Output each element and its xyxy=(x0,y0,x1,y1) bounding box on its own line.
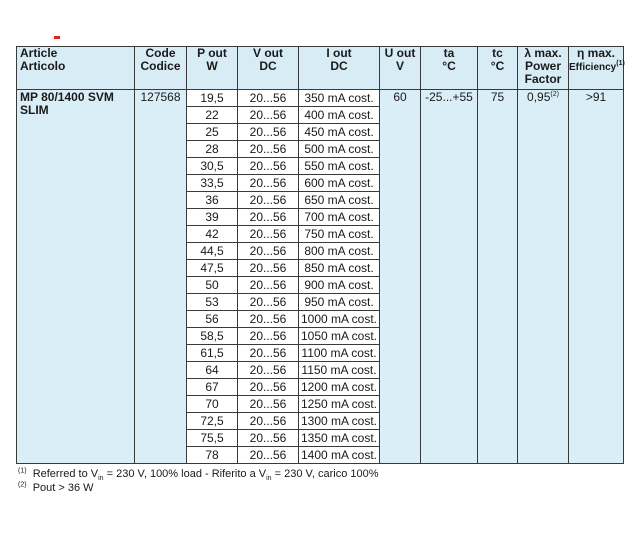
specs-table xyxy=(16,46,624,464)
v-out-cell: 20...56 xyxy=(238,175,299,192)
v-out-cell: 20...56 xyxy=(238,311,299,328)
i-out-cell: 700 mA cost. xyxy=(299,209,380,226)
i-out-cell: 650 mA cost. xyxy=(299,192,380,209)
i-out-cell: 950 mA cost. xyxy=(299,294,380,311)
red-accent-mark xyxy=(54,36,60,39)
header-article: Article Articolo xyxy=(17,47,135,90)
i-out-cell: 1050 mA cost. xyxy=(299,328,380,345)
header-ta: ta °C xyxy=(421,47,478,90)
header-power-factor: λ max. Power Factor xyxy=(518,47,569,90)
v-out-cell: 20...56 xyxy=(238,158,299,175)
i-out-cell: 1300 mA cost. xyxy=(299,413,380,430)
p-out-cell: 19,5 xyxy=(187,90,238,107)
i-out-cell: 550 mA cost. xyxy=(299,158,380,175)
i-out-cell: 350 mA cost. xyxy=(299,90,380,107)
header-row xyxy=(17,47,624,90)
efficiency-value: >91 xyxy=(569,90,624,464)
v-out-cell: 20...56 xyxy=(238,107,299,124)
p-out-cell: 70 xyxy=(187,396,238,413)
i-out-cell: 1250 mA cost. xyxy=(299,396,380,413)
p-out-cell: 58,5 xyxy=(187,328,238,345)
p-out-cell: 36 xyxy=(187,192,238,209)
header-tc: tc °C xyxy=(478,47,518,90)
i-out-cell: 1150 mA cost. xyxy=(299,362,380,379)
p-out-cell: 22 xyxy=(187,107,238,124)
v-out-cell: 20...56 xyxy=(238,192,299,209)
ta-value: -25...+55 xyxy=(421,90,478,464)
v-out-cell: 20...56 xyxy=(238,243,299,260)
v-out-cell: 20...56 xyxy=(238,141,299,158)
p-out-cell: 50 xyxy=(187,277,238,294)
v-out-cell: 20...56 xyxy=(238,294,299,311)
p-out-cell: 67 xyxy=(187,379,238,396)
table-body xyxy=(17,90,624,464)
i-out-cell: 1000 mA cost. xyxy=(299,311,380,328)
i-out-cell: 400 mA cost. xyxy=(299,107,380,124)
i-out-cell: 600 mA cost. xyxy=(299,175,380,192)
v-out-cell: 20...56 xyxy=(238,328,299,345)
p-out-cell: 53 xyxy=(187,294,238,311)
p-out-cell: 72,5 xyxy=(187,413,238,430)
v-out-cell: 20...56 xyxy=(238,345,299,362)
v-out-cell: 20...56 xyxy=(238,260,299,277)
v-out-cell: 20...56 xyxy=(238,277,299,294)
p-out-cell: 78 xyxy=(187,447,238,464)
i-out-cell: 850 mA cost. xyxy=(299,260,380,277)
p-out-cell: 42 xyxy=(187,226,238,243)
p-out-cell: 33,5 xyxy=(187,175,238,192)
v-out-cell: 20...56 xyxy=(238,226,299,243)
i-out-cell: 1100 mA cost. xyxy=(299,345,380,362)
header-efficiency: η max. Efficiency$^{(1)}$ xyxy=(569,47,624,90)
v-out-cell: 20...56 xyxy=(238,362,299,379)
article-code: 127568 xyxy=(135,90,187,464)
p-out-cell: 28 xyxy=(187,141,238,158)
p-out-cell: 56 xyxy=(187,311,238,328)
v-out-cell: 20...56 xyxy=(238,430,299,447)
p-out-cell: 44,5 xyxy=(187,243,238,260)
footnote-1: $^{(1)}$ Referred to $V_{in} = 230$ V, 100% load - Riferito a $V_{in} = 230$ V, carico 100% xyxy=(18,467,379,483)
v-out-cell: 20...56 xyxy=(238,379,299,396)
header-uout: U out V xyxy=(380,47,421,90)
article-name: MP 80/1400 SVM SLIM xyxy=(17,90,135,464)
header-code: Code Codice xyxy=(135,47,187,90)
i-out-cell: 900 mA cost. xyxy=(299,277,380,294)
v-out-cell: 20...56 xyxy=(238,396,299,413)
p-out-cell: 75,5 xyxy=(187,430,238,447)
tc-value: 75 xyxy=(478,90,518,464)
p-out-cell: 47,5 xyxy=(187,260,238,277)
i-out-cell: 1200 mA cost. xyxy=(299,379,380,396)
i-out-cell: 1400 mA cost. xyxy=(299,447,380,464)
header-iout: I out DC xyxy=(299,47,380,90)
i-out-cell: 1350 mA cost. xyxy=(299,430,380,447)
p-out-cell: 25 xyxy=(187,124,238,141)
header-pout: P out W xyxy=(187,47,238,90)
v-out-cell: 20...56 xyxy=(238,209,299,226)
footnotes xyxy=(18,467,379,495)
v-out-cell: 20...56 xyxy=(238,124,299,141)
footnote-2: $^{(2)}$ Pout > 36 W xyxy=(18,481,94,494)
v-out-cell: 20...56 xyxy=(238,413,299,430)
header-vout: V out DC xyxy=(238,47,299,90)
table-row xyxy=(17,90,624,107)
p-out-cell: 64 xyxy=(187,362,238,379)
i-out-cell: 750 mA cost. xyxy=(299,226,380,243)
i-out-cell: 800 mA cost. xyxy=(299,243,380,260)
p-out-cell: 61,5 xyxy=(187,345,238,362)
v-out-cell: 20...56 xyxy=(238,447,299,464)
p-out-cell: 30,5 xyxy=(187,158,238,175)
u-out-value: 60 xyxy=(380,90,421,464)
v-out-cell: 20...56 xyxy=(238,90,299,107)
i-out-cell: 450 mA cost. xyxy=(299,124,380,141)
i-out-cell: 500 mA cost. xyxy=(299,141,380,158)
power-factor-value: 0,95$^{(2)}$ xyxy=(518,90,569,464)
p-out-cell: 39 xyxy=(187,209,238,226)
